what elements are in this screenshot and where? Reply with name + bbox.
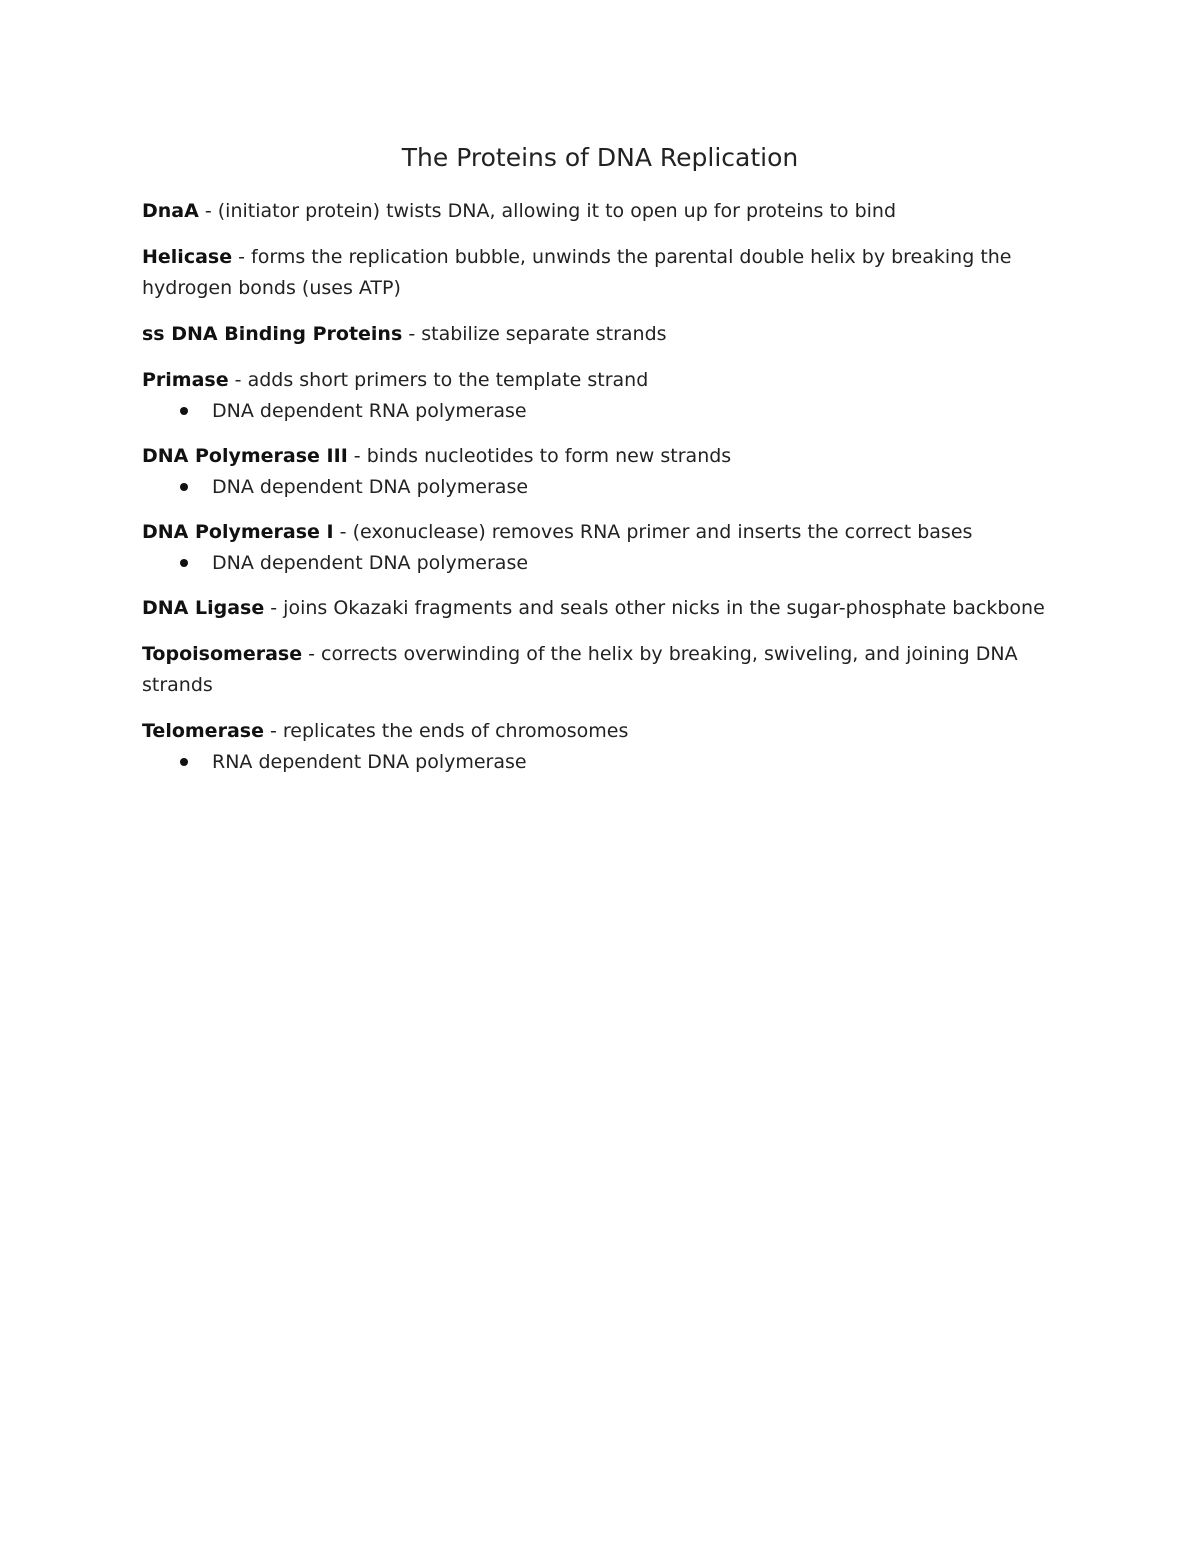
entry-term: ss DNA Binding Proteins — [142, 323, 403, 345]
bullet-dot-icon — [180, 559, 188, 567]
entry-bullet-list — [142, 548, 1062, 578]
bullet-item: DNA dependent DNA polymerase — [142, 472, 1062, 502]
entry-description: (exonuclease) removes RNA primer and inserts the correct bases — [352, 521, 973, 543]
entry-separator: - — [333, 521, 353, 543]
entry-term: DNA Polymerase I — [142, 521, 334, 543]
entry-term: Primase — [142, 369, 229, 391]
entry-description: replicates the ends of chromosomes — [282, 720, 629, 742]
bullet-dot-icon — [180, 483, 188, 491]
entry-separator: - — [228, 369, 248, 391]
document-title: The Proteins of DNA Replication — [401, 143, 799, 172]
entry-ss-dna-binding-proteins — [142, 319, 1062, 350]
entry-term: Telomerase — [142, 720, 264, 742]
entry-separator: - — [263, 720, 283, 742]
entry-primase — [142, 365, 1062, 426]
entry-term: Topoisomerase — [142, 643, 303, 665]
entry-term: DNA Polymerase III — [142, 445, 348, 467]
entry-telomerase — [142, 716, 1062, 777]
bullet-dot-icon — [180, 407, 188, 415]
entry-description: binds nucleotides to form new strands — [366, 445, 732, 467]
entry-description: stabilize separate strands — [421, 323, 667, 345]
entry-description: forms the replication bubble, unwinds the parental double helix by breaking the hydrogen bonds (uses ATP) — [142, 246, 1012, 299]
entry-description: (initiator protein) twists DNA, allowing it to open up for proteins to bind — [217, 200, 897, 222]
entry-separator: - — [347, 445, 367, 467]
entry-bullet-list — [142, 747, 1062, 777]
protein-list — [142, 196, 1062, 792]
entry-dna-polymerase-iii — [142, 441, 1062, 502]
entry-separator: - — [402, 323, 422, 345]
entry-dnaa — [142, 196, 1062, 227]
entry-separator: - — [302, 643, 322, 665]
entry-helicase — [142, 242, 1062, 304]
entry-term: Helicase — [142, 246, 233, 268]
entry-description: joins Okazaki fragments and seals other nicks in the sugar-phosphate backbone — [283, 597, 1045, 619]
entry-separator: - — [232, 246, 252, 268]
entry-topoisomerase — [142, 639, 1062, 701]
entry-description: corrects overwinding of the helix by breaking, swiveling, and joining DNA strands — [142, 643, 1018, 696]
entry-separator: - — [264, 597, 284, 619]
bullet-item: DNA dependent RNA polymerase — [142, 396, 1062, 426]
entry-term: DNA Ligase — [142, 597, 265, 619]
bullet-item: RNA dependent DNA polymerase — [142, 747, 1062, 777]
bullet-item: DNA dependent DNA polymerase — [142, 548, 1062, 578]
entry-bullet-list — [142, 472, 1062, 502]
entry-dna-polymerase-i — [142, 517, 1062, 578]
entry-dna-ligase — [142, 593, 1062, 624]
entry-bullet-list — [142, 396, 1062, 426]
bullet-dot-icon — [180, 758, 188, 766]
entry-term: DnaA — [142, 200, 199, 222]
entry-description: adds short primers to the template strand — [247, 369, 649, 391]
entry-separator: - — [198, 200, 218, 222]
